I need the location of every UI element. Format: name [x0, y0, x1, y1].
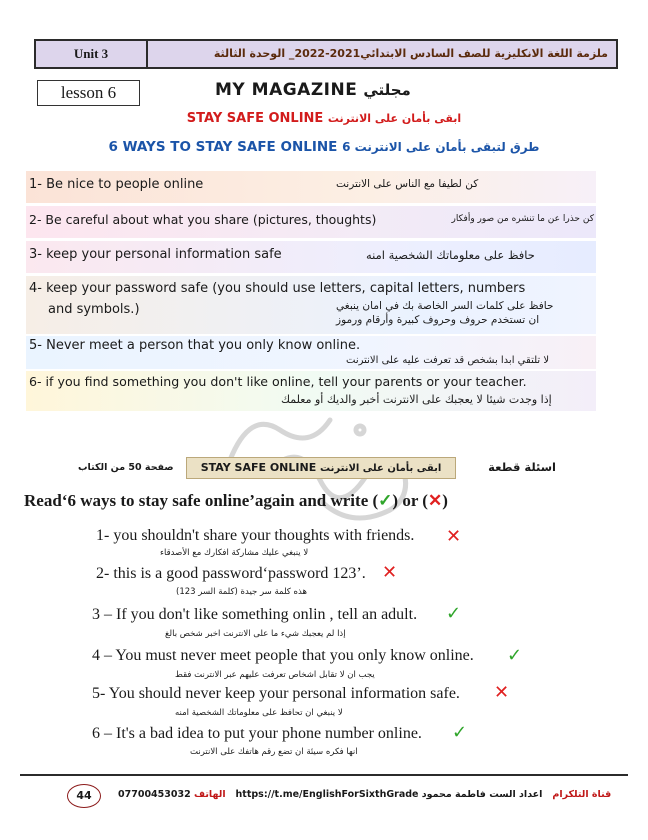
question-item [0, 527, 648, 565]
question-text: 5- You should never keep your personal information safe. [92, 685, 460, 702]
way-translation: حافظ على معلوماتك الشخصية امنه [366, 248, 535, 262]
page-number: 44 [67, 784, 101, 808]
cross-icon: ✕ [446, 526, 462, 547]
question-item [0, 603, 648, 646]
footer [118, 789, 611, 800]
badge-en: STAY SAFE ONLINE [200, 461, 317, 474]
unit-label: Unit 3 [36, 41, 148, 67]
way-item [26, 171, 596, 203]
way-text-continued: and symbols.) [48, 302, 140, 317]
question-translation: لا ينبغي ان تحافظ على معلوماتك الشخصية امنه [175, 708, 343, 718]
question-text: 1- you shouldn't share your thoughts with friends. [96, 527, 415, 544]
magazine-title-ar: مجلتي [363, 81, 411, 99]
footer-author: اعداد الست فاطمة محمود [421, 789, 543, 800]
stay-safe-badge [186, 457, 456, 479]
way-text: 6- if you find something you don't like online, tell your parents or your teacher. [29, 374, 527, 389]
badge-ar: ابقى بأمان على الانترنت [320, 463, 442, 474]
question-item [0, 647, 648, 687]
way-text: 4- keep your password safe (you should use letters, capital letters, numbers [29, 281, 526, 296]
page-reference: صفحة 50 من الكتاب [78, 462, 174, 473]
instruction-text-middle: ) or ( [392, 491, 428, 510]
way-text: 1- Be nice to people online [29, 177, 204, 192]
question-translation: هذه كلمة سر جيدة (كلمة السر 123) [176, 587, 307, 597]
header-title: ملزمة اللغة الانكليزية للصف السادس الابتدائي2021-2022_ الوحدة الثالثة [213, 47, 608, 60]
way-translation: إذا وجدت شيئا لا يعجبك على الانترنت أخبر والديك أو معلمك [281, 393, 552, 406]
ways-title-en: 6 WAYS TO STAY SAFE ONLINE [108, 139, 338, 155]
ways-title-ar: 6 طرق لتبقى بأمان على الانترنت [342, 140, 540, 154]
short-questions-label: اسئلة قطعة [488, 460, 556, 474]
way-text: 5- Never meet a person that you only know online. [29, 338, 361, 353]
check-icon: ✓ [378, 491, 393, 510]
way-translation: حافظ على كلمات السر الخاصة بك في امان ينبغي [336, 300, 554, 312]
question-translation: إذا لم يعجبك شيء ما على الانترنت اخبر شخص بالغ [165, 629, 346, 639]
ways-title [0, 139, 648, 155]
magazine-title [215, 80, 411, 100]
way-text: 3- keep your personal information safe [29, 247, 282, 262]
magazine-title-en: MY MAGAZINE [215, 80, 358, 100]
check-icon: ✓ [446, 603, 462, 624]
way-item [26, 336, 596, 369]
page-header [34, 39, 618, 69]
question-text: 2- this is a good password‘password 123’. [96, 565, 366, 582]
lesson-label: lesson 6 [37, 80, 140, 106]
way-item [26, 276, 596, 334]
subtitle-ar: ابقى بأمان على الانترنت [327, 112, 462, 125]
question-translation: لا ينبغي عليك مشاركة افكارك مع الأصدقاء [160, 548, 309, 558]
cross-icon: ✕ [382, 562, 398, 583]
check-icon: ✓ [452, 722, 468, 743]
question-item [0, 562, 648, 605]
way-translation: لا تلتقي ابدا بشخص قد تعرفت عليه على الانترنت [346, 355, 550, 366]
question-text: 6 – It's a bad idea to put your phone number online. [92, 725, 422, 742]
way-translation: كن حذرا عن ما تنشره من صور وأفكار [451, 214, 594, 224]
question-item [0, 722, 648, 765]
way-text: 2- Be careful about what you share (pictures, thoughts) [29, 212, 377, 227]
footer-phone: 07700453032 [118, 789, 191, 800]
footer-divider [20, 774, 628, 776]
question-translation: يجب ان لا تقابل اشخاص تعرفت عليهم عبر الانترنت فقط [175, 670, 375, 680]
way-item [26, 241, 596, 273]
footer-phone-label: الهاتف [194, 789, 226, 800]
instruction [24, 491, 448, 511]
subtitle-en: STAY SAFE ONLINE [186, 111, 324, 126]
footer-channel-label: قناة التلكرام [552, 789, 612, 800]
question-text: 3 – If you don't like something onlin , tell an adult. [92, 606, 418, 623]
way-item [26, 206, 596, 238]
question-translation: انها فكره سيئة ان تضع رقم هاتفك على الانترنت [190, 747, 358, 757]
cross-icon: ✕ [494, 682, 510, 703]
way-translation-continued: ان تستخدم حروف وحروف كبيرة وأرقام ورموز [336, 314, 540, 326]
question-text: 4 – You must never meet people that you only know online. [92, 647, 474, 664]
instruction-text: Read‘6 ways to stay safe online’again and write ( [24, 491, 379, 510]
question-item [0, 682, 648, 725]
cross-icon: ✕ [427, 491, 443, 510]
instruction-text-end: ) [442, 491, 448, 510]
way-translation: كن لطيفا مع الناس على الانترنت [336, 178, 479, 190]
check-icon: ✓ [507, 645, 523, 666]
footer-link[interactable]: https://t.me/EnglishForSixthGrade [235, 789, 419, 800]
subtitle [0, 111, 648, 126]
